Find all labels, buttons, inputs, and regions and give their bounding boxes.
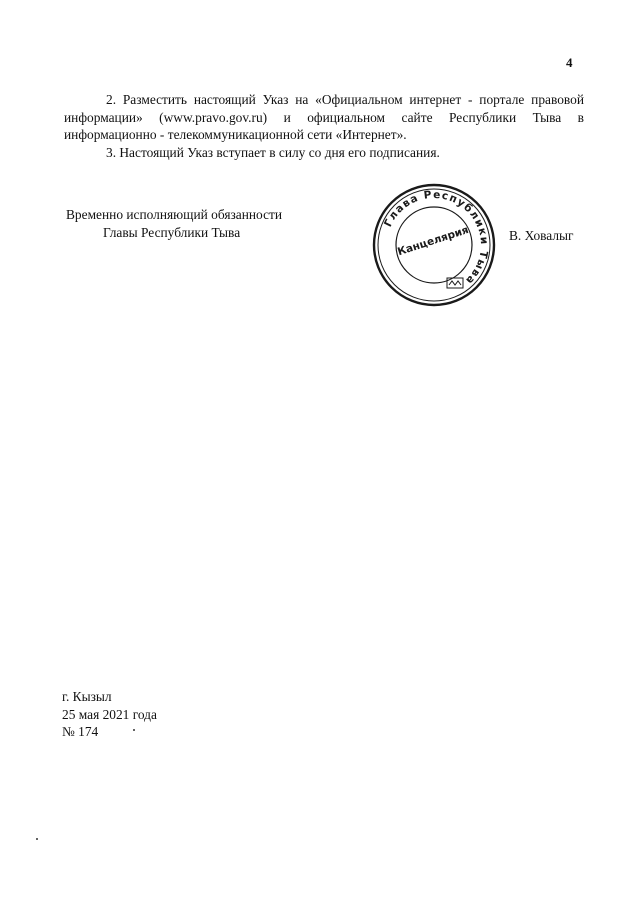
date: 25 мая 2021 года xyxy=(62,706,157,722)
seal-inner-text: Канцелярия xyxy=(396,224,471,259)
signatory-name: В. Ховалыг xyxy=(509,228,574,243)
page-number: 4 xyxy=(566,55,573,70)
decree-footer xyxy=(62,688,157,741)
signatory-title-line-2: Главы Республики Тыва xyxy=(103,224,241,240)
scan-speck xyxy=(133,729,135,731)
scan-speck xyxy=(36,838,38,840)
city: г. Кызыл xyxy=(62,689,112,704)
signatory-title xyxy=(66,206,282,241)
seal-outer-text: Глава Республики Тыва xyxy=(382,188,491,288)
paragraph-2: 2. Разместить настоящий Указ на «Официальном интернет - портале правовой информации» (www.pravo.gov.ru) и официальном сайте Республики Тыва в информационно - телекоммуникационной сети «Интернет». xyxy=(64,92,584,142)
signatory-title-line-1: Временно исполняющий обязанности xyxy=(66,207,283,222)
paragraph-3: 3. Настоящий Указ вступает в силу со дня его подписания. xyxy=(106,144,440,160)
decree-number: № 174 xyxy=(62,724,99,739)
decree-body xyxy=(64,91,584,161)
official-seal xyxy=(371,182,497,308)
